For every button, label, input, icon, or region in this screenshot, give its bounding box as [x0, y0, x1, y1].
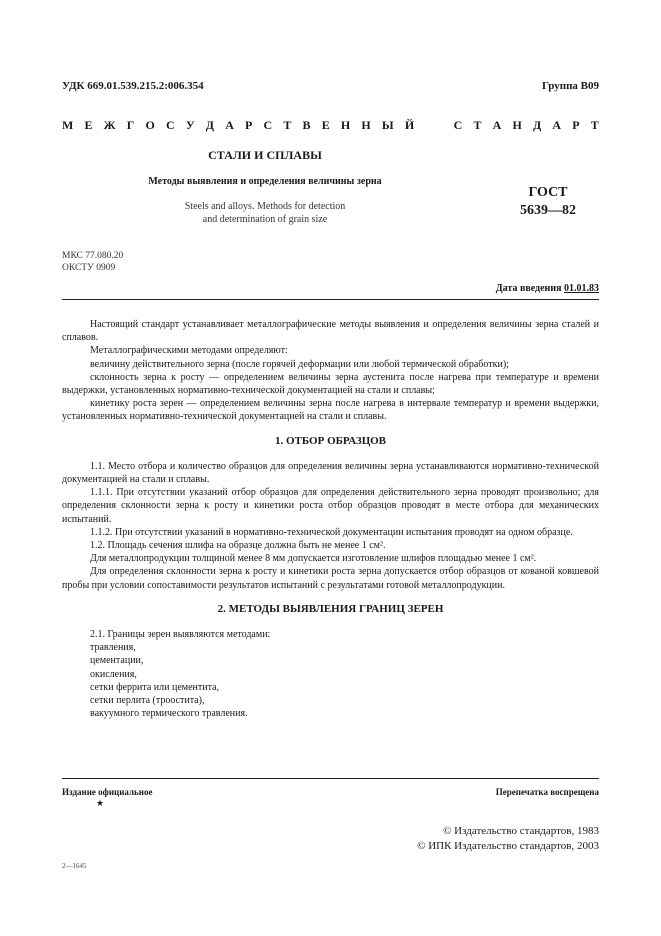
- banner-letter: Р: [245, 118, 253, 132]
- banner-letter: Й: [404, 118, 415, 132]
- document-body: [62, 318, 599, 720]
- banner-letter: Ж: [103, 118, 116, 132]
- banner-letter: Е: [321, 118, 330, 132]
- banner-letter: Т: [473, 118, 482, 132]
- date-label: Дата введения: [495, 283, 562, 294]
- banner-letter: Д: [205, 118, 215, 132]
- classification-codes: [62, 250, 123, 274]
- section-heading: 2. МЕТОДЫ ВЫЯВЛЕНИЯ ГРАНИЦ ЗЕРЕН: [217, 602, 444, 615]
- banner-letter: Ы: [381, 118, 394, 132]
- english-title: [62, 200, 468, 226]
- okstu-code: ОКСТУ 0909: [62, 263, 116, 273]
- banner-letter: С: [165, 118, 175, 132]
- english-title-line-2: and determination of grain size: [202, 214, 328, 225]
- introduction-date: [496, 283, 599, 294]
- banner-letter: М: [62, 118, 74, 132]
- banner-letter: [425, 118, 428, 133]
- section-paragraph: Для определения склонности зерна к росту и кинетики роста зерна допускается отбор образцов от кованой ковшевой пробы при условии сопоставимости результатов испытаний с результатами готовой металлопродукции.: [62, 566, 599, 591]
- intro-paragraph: склонность зерна к росту — определением величины зерна аустенита после нагрева при температуре и времени выдержки, установленных нормативно-технической документацией на стали и сплавы;: [62, 371, 599, 397]
- section-paragraph: 2.1. Границы зерен выявляются методами:: [90, 629, 271, 641]
- banner-letter: Г: [126, 118, 135, 132]
- section-paragraph: 1.1. Место отбора и количество образцов для определения величины зерна устанавливаются нормативно-технической документацией на стали и сплавы.: [62, 460, 599, 486]
- banner-letter: Е: [84, 118, 93, 132]
- intro-paragraph: величину действительного зерна (после горячей деформации или любой термической обработки);: [90, 358, 509, 370]
- list-item: цементации,: [90, 655, 144, 667]
- document-title: СТАЛИ И СПЛАВЫ: [208, 148, 322, 162]
- banner-letter: С: [453, 118, 463, 132]
- mks-code: МКС 77.080.20: [62, 251, 124, 261]
- section-paragraph: 1.1.2. При отсутствии указаний в нормативно-технической документации испытания проводят на одном образце.: [90, 526, 573, 538]
- official-edition: Издание официальное: [62, 787, 153, 797]
- list-item: сетки феррита или цементита,: [90, 681, 220, 693]
- date-value: 01.01.83: [564, 283, 599, 294]
- banner-letter: А: [225, 118, 234, 132]
- copyright-line-2: © ИПК Издательство стандартов, 2003: [417, 840, 599, 852]
- copyright-line-1: © Издательство стандартов, 1983: [443, 825, 599, 837]
- divider: [62, 299, 599, 300]
- document-subtitle: Методы выявления и определения величины зерна: [148, 176, 382, 187]
- banner-letter: У: [185, 118, 195, 132]
- banner-letter: Т: [283, 118, 292, 132]
- gost-designation: [498, 184, 598, 220]
- banner-letter: О: [145, 118, 155, 132]
- section-paragraph: Для металлопродукции толщиной менее 8 мм допускается изготовление шлифов площадью менее 1 см².: [90, 553, 537, 565]
- banner-letter: [439, 118, 442, 133]
- gost-label: ГОСТ: [528, 185, 568, 200]
- banner-letter: Т: [590, 118, 599, 132]
- list-item: сетки перлита (троостита),: [90, 695, 205, 707]
- banner-letter: А: [492, 118, 502, 132]
- list-item: окисления,: [90, 668, 137, 680]
- udk-code: УДК 669.01.539.215.2:006.354: [62, 80, 204, 92]
- gost-number: 5639—82: [520, 203, 576, 218]
- standard-banner: [62, 118, 599, 133]
- copyright: [417, 824, 599, 854]
- english-title-line-1: Steels and alloys. Methods for detection: [184, 201, 346, 212]
- section-paragraph: 1.2. Площадь сечения шлифа на образце должна быть не менее 1 см².: [90, 540, 386, 552]
- banner-letter: Н: [361, 118, 371, 132]
- banner-letter: В: [302, 118, 311, 132]
- group-code: Группа В09: [541, 80, 599, 92]
- banner-letter: Н: [512, 118, 522, 132]
- star-icon: ★: [96, 798, 105, 808]
- banner-letter: С: [263, 118, 273, 132]
- intro-paragraph: кинетику роста зерен — определением величины зерна после нагрева в интервале температур и времени выдержки, установленных нормативно-технической документацией на стали и сплавы.: [62, 398, 599, 423]
- print-code: 2—1645: [62, 862, 87, 870]
- section-paragraph: 1.1.1. При отсутствии указаний отбор образцов для определения действительного зерна проводят произвольно; для определения склонности зерна к росту и кинетики роста отбор образцов проводят в месте отбора для механических испытаний.: [62, 487, 599, 525]
- intro-paragraph: Металлографическими методами определяют:: [90, 345, 288, 357]
- list-item: вакуумного термического травления.: [90, 708, 248, 720]
- banner-letter: Р: [572, 118, 580, 132]
- banner-letter: Д: [532, 118, 542, 132]
- banner-letter: А: [552, 118, 562, 132]
- reprint-notice: Перепечатка воспрещена: [495, 787, 599, 797]
- intro-paragraph: Настоящий стандарт устанавливает металлографические методы выявления и определения величины зерна сталей и сплавов.: [62, 319, 599, 344]
- banner-letter: Н: [340, 118, 351, 132]
- footer-divider: [62, 778, 599, 779]
- list-item: травления,: [90, 642, 136, 654]
- section-heading: 1. ОТБОР ОБРАЗЦОВ: [274, 434, 387, 447]
